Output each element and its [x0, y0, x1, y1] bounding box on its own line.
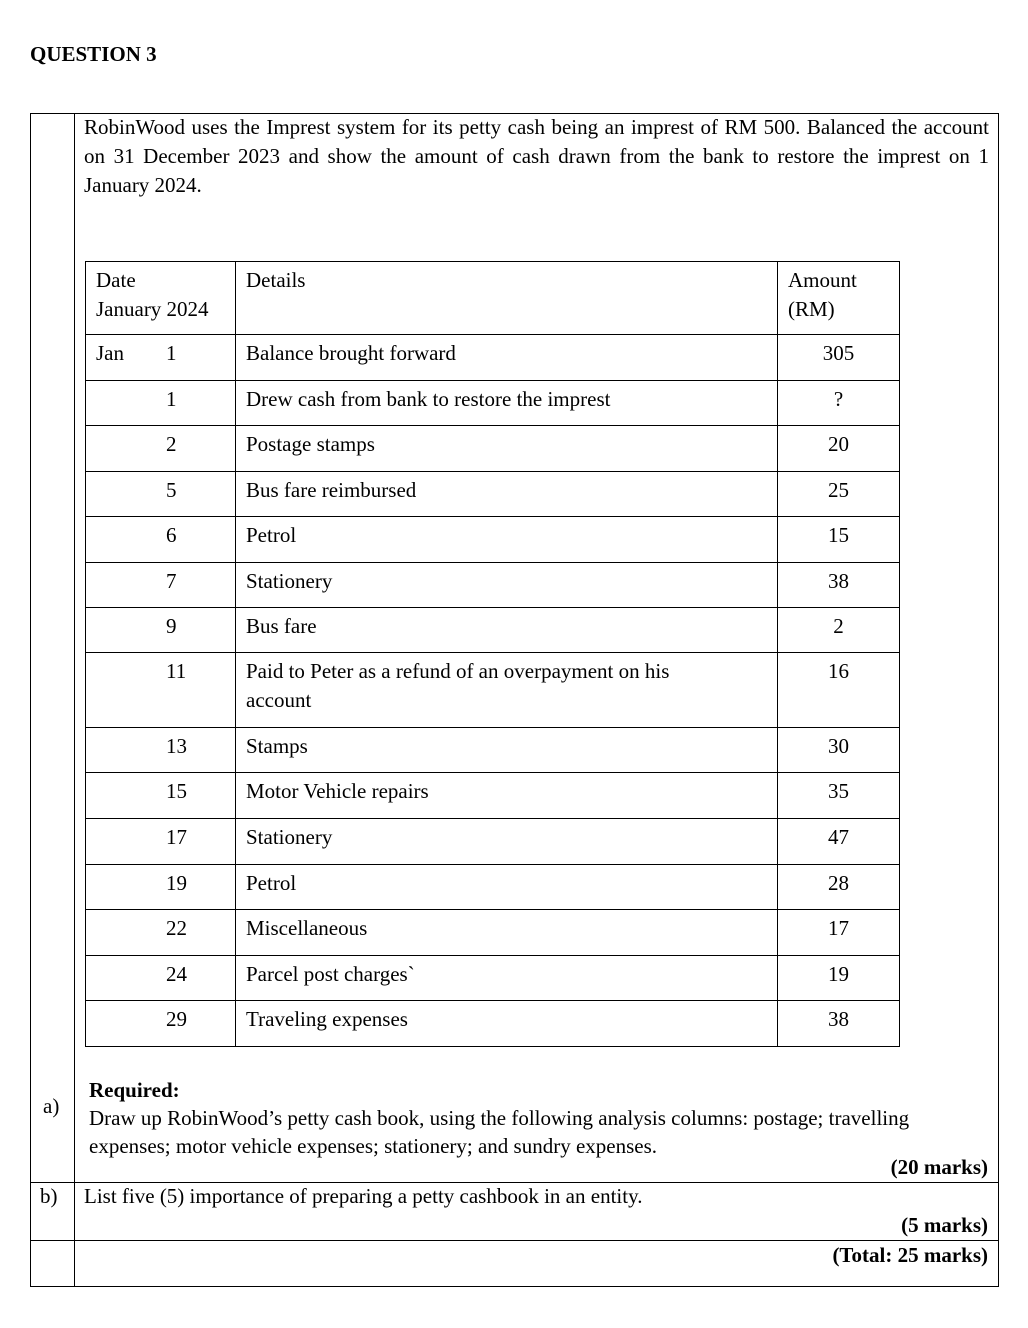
- row-amount: 30: [828, 734, 849, 758]
- row-amount: 19: [828, 962, 849, 986]
- row-divider-b-total: [31, 1240, 998, 1241]
- header-date: Date: [96, 268, 136, 292]
- row-divider-a-b: [31, 1182, 998, 1183]
- label-column-divider: [74, 114, 75, 1286]
- row-amount: 28: [828, 871, 849, 895]
- row-details: Petrol: [246, 523, 297, 547]
- header-amount: Amount: [788, 268, 857, 292]
- table-header-row: [86, 262, 900, 335]
- row-amount: 47: [828, 825, 849, 849]
- row-details: Paid to Peter as a refund of an overpayment on his account: [246, 659, 670, 712]
- row-amount: ?: [833, 387, 844, 411]
- table-row: [86, 1001, 900, 1047]
- row-details: Bus fare: [246, 614, 317, 638]
- row-amount: 16: [828, 659, 849, 683]
- row-day: 11: [166, 659, 187, 683]
- row-details: Miscellaneous: [246, 916, 368, 940]
- row-day: 19: [166, 871, 187, 895]
- part-a-heading: Required:: [89, 1078, 180, 1102]
- table-row: [86, 472, 900, 517]
- row-day: 17: [166, 825, 187, 849]
- row-day: 13: [166, 734, 187, 758]
- part-a-text: Draw up RobinWood’s petty cash book, using the following analysis columns: postage; travelling expenses; motor vehicle expenses; stationery; and sundry expenses.: [89, 1106, 910, 1158]
- table-row: [86, 517, 900, 563]
- question-intro: RobinWood uses the Imprest system for its petty cash being an imprest of RM 500. Balanced the account on 31 December 2023 and show the amount of cash drawn from the bank to restore the imprest on 1 January 2024.: [84, 115, 989, 197]
- table-row: [86, 335, 900, 381]
- row-day: 6: [166, 523, 177, 547]
- row-amount: 38: [828, 1007, 849, 1031]
- row-day: 24: [166, 962, 187, 986]
- row-details: Parcel post charges`: [246, 962, 415, 986]
- row-amount: 20: [828, 432, 849, 456]
- row-day: 22: [166, 916, 187, 940]
- table-row: [86, 653, 900, 728]
- row-day: 9: [166, 614, 177, 638]
- row-amount: 17: [828, 916, 849, 940]
- row-amount: 2: [833, 614, 844, 638]
- part-b-text: List five (5) importance of preparing a petty cashbook in an entity.: [84, 1184, 643, 1208]
- table-row: [86, 773, 900, 819]
- month-label: Jan: [96, 341, 124, 365]
- row-details: Stationery: [246, 825, 333, 849]
- part-a-marks: (20 marks): [890, 1155, 988, 1179]
- row-amount: 25: [828, 478, 849, 502]
- table-row: [86, 608, 900, 653]
- table-row: [86, 819, 900, 865]
- row-details: Motor Vehicle repairs: [246, 779, 429, 803]
- row-details: Drew cash from bank to restore the imprest: [246, 387, 611, 411]
- row-details: Traveling expenses: [246, 1007, 408, 1031]
- transactions-table: [85, 261, 900, 1047]
- table-row: [86, 910, 900, 956]
- row-details: Stationery: [246, 569, 333, 593]
- header-date-month: January 2024: [96, 297, 209, 321]
- part-a-label: a): [43, 1094, 60, 1118]
- row-day: 29: [166, 1007, 187, 1031]
- row-amount: 305: [822, 341, 855, 365]
- question-title: QUESTION 3: [30, 42, 157, 66]
- table-row: [86, 956, 900, 1001]
- row-amount: 15: [828, 523, 849, 547]
- part-b-label: b): [40, 1184, 58, 1208]
- row-amount: 38: [828, 569, 849, 593]
- row-amount: 35: [828, 779, 849, 803]
- table-row: [86, 381, 900, 426]
- table-row: [86, 865, 900, 910]
- row-day: 1: [166, 341, 177, 365]
- part-b-marks: (5 marks): [901, 1213, 988, 1237]
- table-row: [86, 426, 900, 472]
- row-day: 1: [166, 387, 177, 411]
- total-marks: (Total: 25 marks): [832, 1243, 988, 1267]
- row-day: 15: [166, 779, 187, 803]
- row-day: 2: [166, 432, 177, 456]
- header-details: Details: [246, 268, 306, 292]
- part-a: [89, 1076, 969, 1160]
- row-details: Petrol: [246, 871, 297, 895]
- table-row: [86, 563, 900, 608]
- table-row: [86, 728, 900, 773]
- row-day: 5: [166, 478, 177, 502]
- header-amount-unit: (RM): [788, 297, 835, 321]
- row-day: 7: [166, 569, 177, 593]
- row-details: Postage stamps: [246, 432, 375, 456]
- row-details: Bus fare reimbursed: [246, 478, 417, 502]
- row-details: Balance brought forward: [246, 341, 456, 365]
- row-details: Stamps: [246, 734, 308, 758]
